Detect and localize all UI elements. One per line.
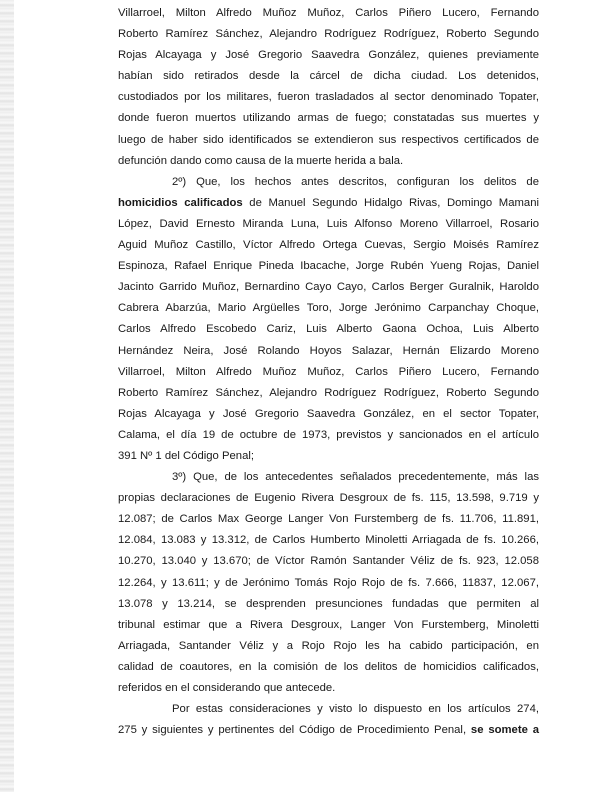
text-line: 10.270, 13.040 y 13.670; de Víctor Ramón Santander Véliz de fs. 923, 12.058	[118, 555, 539, 568]
text-line: tribunal estimar que a Rivera Desgroux, Langer Von Furstemberg, Minoletti	[118, 618, 539, 631]
text-line: propias declaraciones de Eugenio Rivera Desgroux de fs. 115, 13.598, 9.719 y	[118, 492, 539, 505]
text-line	[118, 193, 539, 214]
bold-phrase: homicidios calificados	[118, 196, 243, 209]
text-line: Rojas Alcayaga y José Gregorio Saavedra González, en el sector Topater,	[118, 407, 539, 420]
text-line: Cabrera Abarzúa, Mario Argüelles Toro, Jorge Jerónimo Carpanchay Choque,	[118, 302, 539, 315]
text-line: defunción dando como causa de la muerte herida a bala.	[118, 154, 404, 167]
text-line: Arriagada, Santander Véliz y a Rojo Rojo les ha cabido participación, en	[118, 639, 539, 652]
text-line: 12.264, y 13.611; y de Jerónimo Tomás Rojo Rojo de fs. 7.666, 11837, 12.067,	[118, 576, 539, 589]
text-line: calidad de coautores, en la comisión de los delitos de homicidios calificados,	[118, 660, 539, 673]
text-line: luego de haber sido identificados se extendieron sus respectivos certificados de	[118, 133, 539, 146]
text-line: Roberto Ramírez Sánchez, Alejandro Rodríguez Rodríguez, Roberto Segundo	[118, 28, 539, 41]
paragraph-closing	[118, 699, 539, 741]
text-line: Villarroel, Milton Alfredo Muñoz Muñoz, Carlos Piñero Lucero, Fernando	[118, 365, 539, 378]
text-line: referidos en el considerando que antecede.	[118, 682, 336, 694]
text-line: custodiados por los militares, fueron trasladados al sector denominado Topater,	[118, 91, 539, 104]
text-line: Espinoza, Rafael Enrique Pineda Ibacache, Jorge Rubén Yueng Rojas, Daniel	[118, 260, 539, 273]
text-line: Carlos Alfredo Escobedo Cariz, Luis Alberto Gaona Ochoa, Luis Alberto	[118, 323, 539, 336]
bold-phrase: se somete a	[470, 724, 539, 737]
text-span: 275 y siguientes y pertinentes del Código de Procedimiento Penal,	[118, 724, 471, 737]
text-line: 13.078 y 13.214, se desprenden presunciones fundadas que permiten al	[118, 597, 539, 610]
text-line: 12.087; de Carlos Max George Langer Von Furstemberg de fs. 11.706, 11.891,	[118, 513, 539, 526]
text-line	[118, 720, 539, 741]
paragraph-considerando-2	[118, 172, 539, 467]
paragraph-considerando-3	[118, 467, 539, 699]
text-line: 2º) Que, los hechos antes descritos, configuran los delitos de	[172, 175, 539, 188]
text-line: 3º) Que, de los antecedentes señalados precedentemente, más las	[172, 471, 539, 484]
scan-edge-shading	[0, 0, 14, 792]
text-line: 391 Nº 1 del Código Penal;	[118, 449, 255, 462]
text-line: donde fueron muertos utilizando armas de fuego; constatadas sus muertes y	[118, 112, 539, 125]
text-line: Por estas consideraciones y visto lo dispuesto en los artículos 274,	[172, 703, 539, 716]
text-line: Rojas Alcayaga y José Gregorio Saavedra González, quienes previamente	[118, 49, 539, 62]
text-line: Jacinto Garrido Muñoz, Bernardino Cayo Cayo, Carlos Berger Guralnik, Haroldo	[118, 281, 539, 294]
text-line: López, David Ernesto Miranda Luna, Luis Alfonso Moreno Villarroel, Rosario	[118, 217, 539, 230]
text-line: Aguid Muñoz Castillo, Víctor Alfredo Ortega Cuevas, Sergio Moisés Ramírez	[118, 239, 539, 252]
text-line: Villarroel, Milton Alfredo Muñoz Muñoz, Carlos Piñero Lucero, Fernando	[118, 7, 539, 19]
text-line: Roberto Ramírez Sánchez, Alejandro Rodríguez Rodríguez, Roberto Segundo	[118, 386, 539, 399]
text-span: de Manuel Segundo Hidalgo Rivas, Domingo Mamani	[242, 196, 539, 209]
text-line: Hernández Neira, José Rolando Hoyos Salazar, Hernán Elizardo Moreno	[118, 344, 539, 357]
text-line: 12.084, 13.083 y 13.312, de Carlos Humberto Minoletti Arriagada de fs. 10.266,	[118, 534, 539, 547]
document-page	[118, 3, 539, 741]
text-line: Calama, el día 19 de octubre de 1973, previstos y sancionados en el artículo	[118, 428, 539, 441]
text-line: habían sido retirados desde la cárcel de dicha ciudad. Los detenidos,	[118, 70, 539, 83]
paragraph-continuation	[118, 3, 539, 172]
